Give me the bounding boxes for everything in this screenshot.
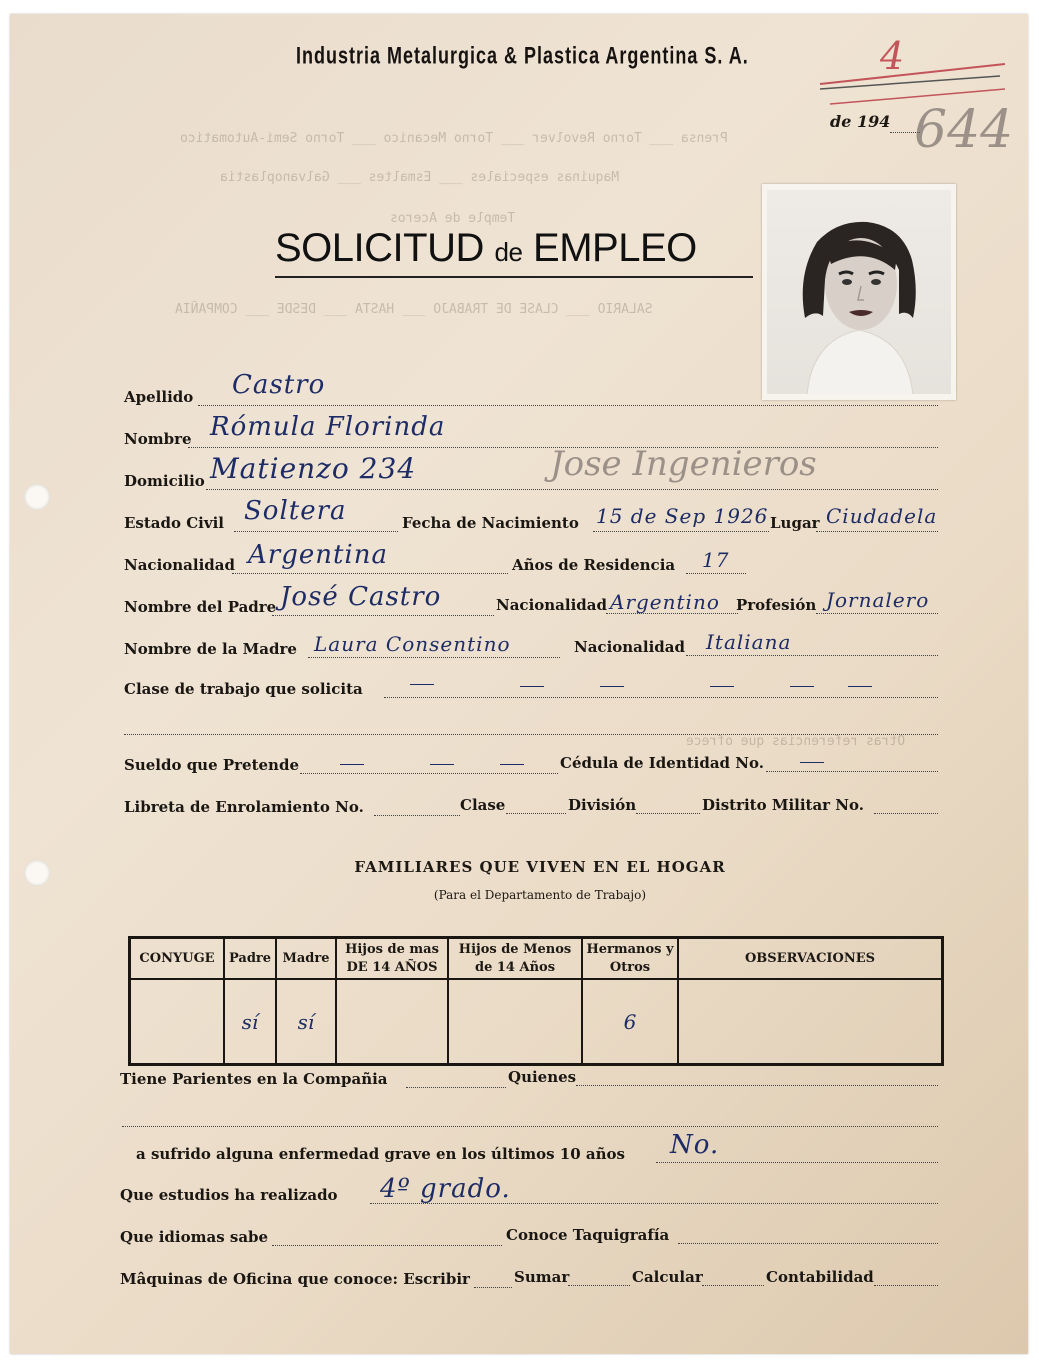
blank-dash [848, 686, 872, 687]
familiares-heading: FAMILIARES QUE VIVEN EN EL HOGAR [354, 858, 726, 876]
madre-line [308, 657, 560, 658]
title-word-empleo: EMPLEO [533, 226, 697, 270]
cell-padre: sí [224, 979, 276, 1064]
cell-observaciones [678, 979, 943, 1064]
punch-hole-top [24, 484, 50, 510]
lugar-value: Ciudadela [826, 504, 938, 528]
blank-dash [710, 686, 734, 687]
apellido-value: Castro [232, 370, 326, 400]
blank-dash [790, 686, 814, 687]
bleed-through-text: SALARIO ___ CLASE DE TRABAJO ___ HASTA ___ DESDE ___ COMPAÑIA [175, 302, 653, 317]
cedula-line [766, 771, 938, 772]
blank-dash [800, 762, 824, 763]
domicilio-value: Matienzo 234 [210, 452, 417, 485]
clase-trabajo-label: Clase de trabajo que solicita [124, 680, 363, 698]
nacionalidad-label: Nacionalidad [124, 556, 235, 574]
enfermedad-label: a sufrido alguna enfermedad grave en los últimos 10 años [136, 1145, 625, 1163]
col-observaciones: OBSERVACIONES [678, 938, 943, 980]
apellido-line [198, 405, 938, 406]
estudios-value: 4º grado. [380, 1174, 511, 1204]
punch-hole-bottom [24, 860, 50, 886]
calcular-line [702, 1285, 764, 1286]
nacionalidad-line [232, 573, 508, 574]
nombre-label: Nombre [124, 430, 192, 448]
calcular-label: Calcular [632, 1268, 703, 1286]
title-underline [275, 276, 753, 278]
fecha-nacimiento-line [593, 531, 769, 532]
bleed-through-text: Temple de Aceros [390, 211, 516, 226]
estado-civil-label: Estado Civil [124, 514, 224, 532]
madre-nacionalidad-label: Nacionalidad [574, 638, 685, 656]
libreta-label: Libreta de Enrolamiento No. [124, 798, 364, 816]
blank-dash [600, 686, 624, 687]
padre-profesion-label: Profesión [736, 596, 817, 614]
col-hijos-menos-14: Hijos de Menos de 14 Años [448, 938, 582, 980]
nombre-value: Rómula Florinda [210, 412, 446, 442]
sueldo-line [300, 773, 558, 774]
contabilidad-line [874, 1285, 938, 1286]
clase-line [506, 813, 566, 814]
estado-civil-line [234, 531, 398, 532]
escribir-line [474, 1287, 512, 1288]
sueldo-label: Sueldo que Pretende [124, 756, 299, 774]
familiares-subheading: (Para el Departamento de Trabajo) [433, 888, 647, 902]
blank-dash [410, 684, 434, 685]
idiomas-line [272, 1245, 502, 1246]
domicilio-label: Domicilio [124, 472, 205, 490]
lugar-line [816, 531, 938, 532]
padre-value: José Castro [280, 582, 442, 612]
bleed-through-text: Otras referencias que ofrece [686, 734, 906, 749]
blank-dash [500, 764, 524, 765]
title-word-solicitud: SOLICITUD [275, 226, 484, 270]
cedula-label: Cédula de Identidad No. [560, 754, 764, 772]
applicant-photo [762, 184, 956, 400]
col-conyuge: CONYUGE [130, 938, 225, 980]
col-hijos-mas-14: Hijos de mas DE 14 AÑOS [336, 938, 448, 980]
cell-madre: sí [276, 979, 336, 1064]
padre-nacionalidad-value: Argentino [610, 590, 720, 614]
parientes-line-2 [122, 1126, 938, 1127]
anos-residencia-value: 17 [702, 548, 730, 572]
bleed-through-text: Prensa ___ Torno Revolver ___ Torno Mecanico ___ Torno Semi-Automatico [180, 131, 728, 146]
taquigrafia-line [678, 1243, 938, 1244]
red-crossed-number: 4 [880, 34, 905, 78]
division-label: División [568, 796, 637, 814]
padre-label: Nombre del Padre [124, 598, 277, 616]
domicilio-pencil-note: Jose Ingenieros [550, 444, 817, 484]
form-title [275, 226, 697, 271]
application-form-page [10, 14, 1028, 1354]
cell-hijos-menos-14 [448, 979, 582, 1064]
madre-nacionalidad-line [686, 655, 938, 656]
bleed-through-text: Maquinas especiales ___ Esmaltes ___ Galvanoplastia [220, 170, 620, 185]
cell-hermanos-otros: 6 [582, 979, 678, 1064]
sumar-label: Sumar [514, 1268, 570, 1286]
taquigrafia-label: Conoce Taquigrafía [506, 1226, 670, 1244]
apellido-label: Apellido [124, 388, 194, 406]
estudios-label: Que estudios ha realizado [120, 1186, 338, 1204]
col-padre: Padre [224, 938, 276, 980]
blank-dash [520, 686, 544, 687]
parientes-label: Tiene Parientes en la Compañia [120, 1070, 388, 1088]
date-label: de 194 [830, 112, 891, 131]
quienes-label: Quienes [508, 1068, 577, 1086]
padre-profesion-value: Jornalero [826, 588, 930, 612]
domicilio-line [206, 489, 938, 490]
pencil-number: 644 [914, 100, 1014, 160]
maquinas-label: Mâquinas de Oficina que conoce: Escribir [120, 1270, 470, 1288]
title-word-de: de [494, 237, 523, 267]
madre-label: Nombre de la Madre [124, 640, 297, 658]
contabilidad-label: Contabilidad [766, 1268, 874, 1286]
enfermedad-value: No. [670, 1130, 720, 1160]
lugar-label: Lugar [770, 514, 820, 532]
division-line [636, 813, 700, 814]
col-hermanos-otros: Hermanos y Otros [582, 938, 678, 980]
padre-profesion-line [816, 613, 938, 614]
portrait-image [767, 190, 951, 394]
anos-residencia-label: Años de Residencia [512, 556, 676, 574]
idiomas-label: Que idiomas sabe [120, 1228, 269, 1246]
distrito-line [874, 813, 938, 814]
blank-dash [430, 764, 454, 765]
blank-dash [340, 764, 364, 765]
madre-value: Laura Consentino [314, 632, 511, 656]
padre-nacionalidad-label: Nacionalidad [496, 596, 607, 614]
nacionalidad-value: Argentina [248, 540, 388, 570]
padre-line [272, 615, 494, 616]
estado-civil-value: Soltera [244, 496, 347, 526]
parientes-line [406, 1087, 506, 1088]
red-strike-lines [810, 44, 1010, 124]
fecha-nacimiento-label: Fecha de Nacimiento [402, 514, 579, 532]
libreta-line [374, 815, 460, 816]
sumar-line [568, 1285, 630, 1286]
clase-label: Clase [460, 796, 506, 814]
company-name: Industria Metalurgica & Plastica Argentina S. A. [296, 42, 749, 69]
quienes-line [576, 1085, 938, 1086]
enfermedad-line [656, 1162, 938, 1163]
fecha-nacimiento-value: 15 de Sep 1926 [596, 504, 769, 528]
familiares-table [128, 936, 944, 1066]
anos-residencia-line [686, 573, 746, 574]
clase-trabajo-line [384, 697, 938, 698]
cell-hijos-mas-14 [336, 979, 448, 1064]
madre-nacionalidad-value: Italiana [706, 630, 792, 654]
col-madre: Madre [276, 938, 336, 980]
distrito-label: Distrito Militar No. [702, 796, 864, 814]
cell-conyuge [130, 979, 225, 1064]
